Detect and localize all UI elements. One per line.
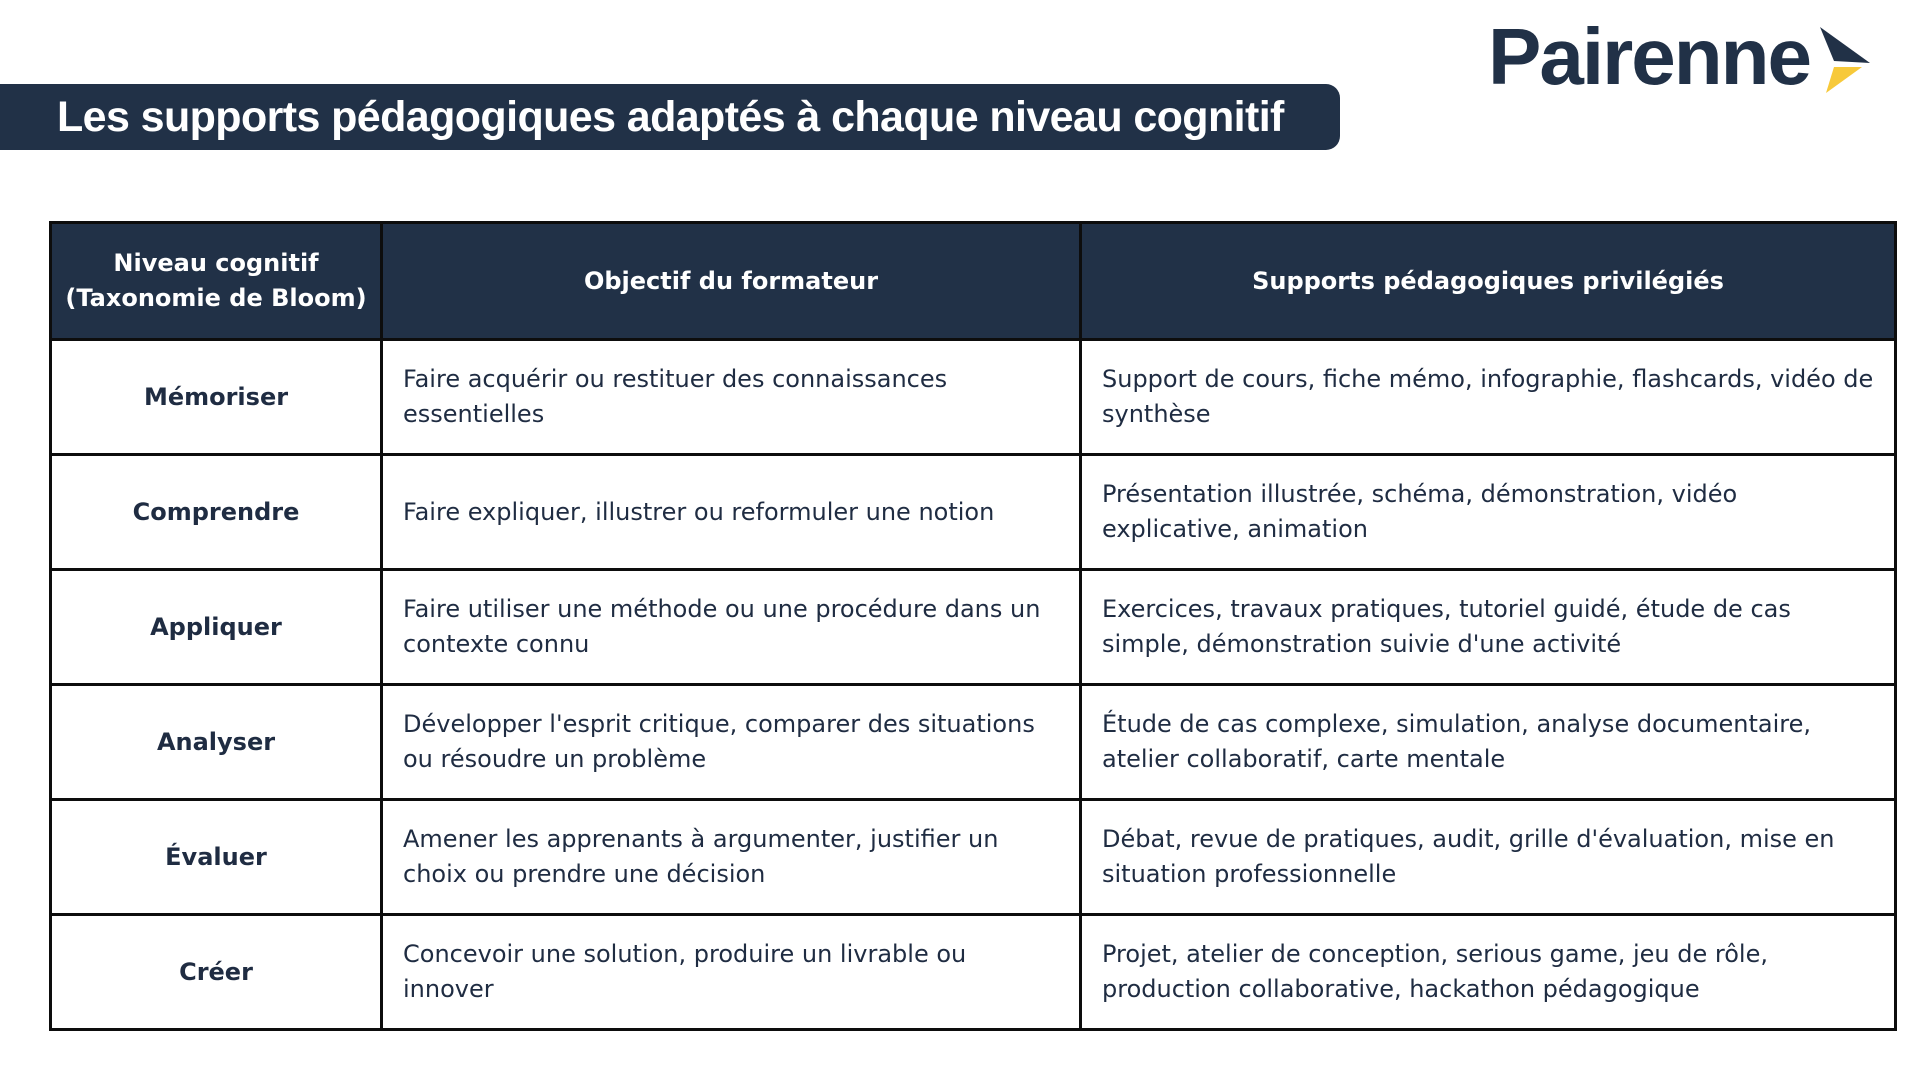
level-cell: Évaluer [51, 800, 382, 915]
header-supports: Supports pédagogiques privilégiés [1081, 223, 1896, 340]
page-title: Les supports pédagogiques adaptés à chaque niveau cognitif [57, 92, 1284, 141]
header-objective: Objectif du formateur [382, 223, 1081, 340]
bloom-table-container [49, 221, 1897, 1031]
objective-cell: Concevoir une solution, produire un livrable ou innover [382, 915, 1081, 1030]
logo-wordmark: Pairenne [1488, 12, 1810, 101]
table-row [51, 800, 1896, 915]
objective-cell: Développer l'esprit critique, comparer des situations ou résoudre un problème [382, 685, 1081, 800]
header-level [51, 223, 382, 340]
paper-plane-icon [1816, 23, 1872, 95]
table-row [51, 570, 1896, 685]
supports-cell: Support de cours, fiche mémo, infographie, flashcards, vidéo de synthèse [1081, 340, 1896, 455]
table-row [51, 455, 1896, 570]
supports-cell: Étude de cas complexe, simulation, analyse documentaire, atelier collaboratif, carte mentale [1081, 685, 1896, 800]
brand-logo [1488, 14, 1908, 100]
header-level-line2: (Taxonomie de Bloom) [65, 284, 367, 312]
objective-cell: Faire acquérir ou restituer des connaissances essentielles [382, 340, 1081, 455]
header-level-line1: Niveau cognitif [113, 249, 319, 277]
supports-cell: Projet, atelier de conception, serious game, jeu de rôle, production collaborative, hackathon pédagogique [1081, 915, 1896, 1030]
table-row [51, 685, 1896, 800]
title-banner [0, 84, 1340, 150]
table-row [51, 340, 1896, 455]
supports-cell: Exercices, travaux pratiques, tutoriel guidé, étude de cas simple, démonstration suivie d'une activité [1081, 570, 1896, 685]
table-header-row [51, 223, 1896, 340]
level-cell: Mémoriser [51, 340, 382, 455]
table-row [51, 915, 1896, 1030]
objective-cell: Faire utiliser une méthode ou une procédure dans un contexte connu [382, 570, 1081, 685]
objective-cell: Amener les apprenants à argumenter, justifier un choix ou prendre une décision [382, 800, 1081, 915]
supports-cell: Débat, revue de pratiques, audit, grille d'évaluation, mise en situation professionnelle [1081, 800, 1896, 915]
level-cell: Créer [51, 915, 382, 1030]
supports-cell: Présentation illustrée, schéma, démonstration, vidéo explicative, animation [1081, 455, 1896, 570]
level-cell: Appliquer [51, 570, 382, 685]
bloom-table [49, 221, 1897, 1031]
level-cell: Comprendre [51, 455, 382, 570]
level-cell: Analyser [51, 685, 382, 800]
objective-cell: Faire expliquer, illustrer ou reformuler une notion [382, 455, 1081, 570]
